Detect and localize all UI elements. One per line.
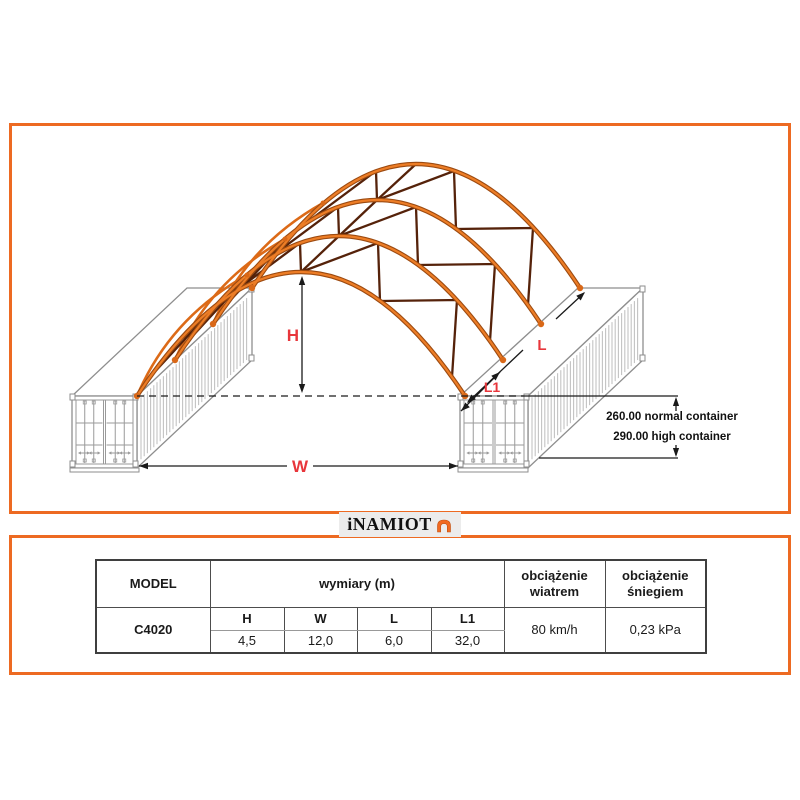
dim-col-l: L — [357, 607, 431, 630]
dim-col-h: H — [210, 607, 284, 630]
dim-value-l1: 32,0 — [431, 630, 504, 653]
header-model: MODEL — [96, 560, 210, 607]
l-label: L — [537, 337, 547, 354]
snow-load-value: 0,23 kPa — [605, 607, 706, 653]
header-snow-load: obciążenie śniegiem — [605, 560, 706, 607]
header-wind-load: obciążenie wiatrem — [504, 560, 605, 607]
dim-col-w: W — [284, 607, 357, 630]
arch-icon — [435, 517, 453, 533]
model-value: C4020 — [96, 607, 210, 653]
header-dimensions: wymiary (m) — [210, 560, 504, 607]
brand-logo — [339, 512, 461, 537]
dim-value-w: 12,0 — [284, 630, 357, 653]
dim-value-h: 4,5 — [210, 630, 284, 653]
wind-load-value: 80 km/h — [504, 607, 605, 653]
spec-table — [95, 559, 707, 654]
high-container-note: 290.00 high container — [613, 431, 731, 443]
h-label: H — [286, 326, 299, 345]
w-label: W — [291, 457, 309, 476]
l1-label: L1 — [483, 379, 501, 395]
brand-name: iNAMIOT — [347, 514, 432, 534]
logo-band — [9, 511, 791, 538]
normal-container-note: 260.00 normal container — [606, 411, 738, 423]
dim-col-l1: L1 — [431, 607, 504, 630]
dim-value-l: 6,0 — [357, 630, 431, 653]
